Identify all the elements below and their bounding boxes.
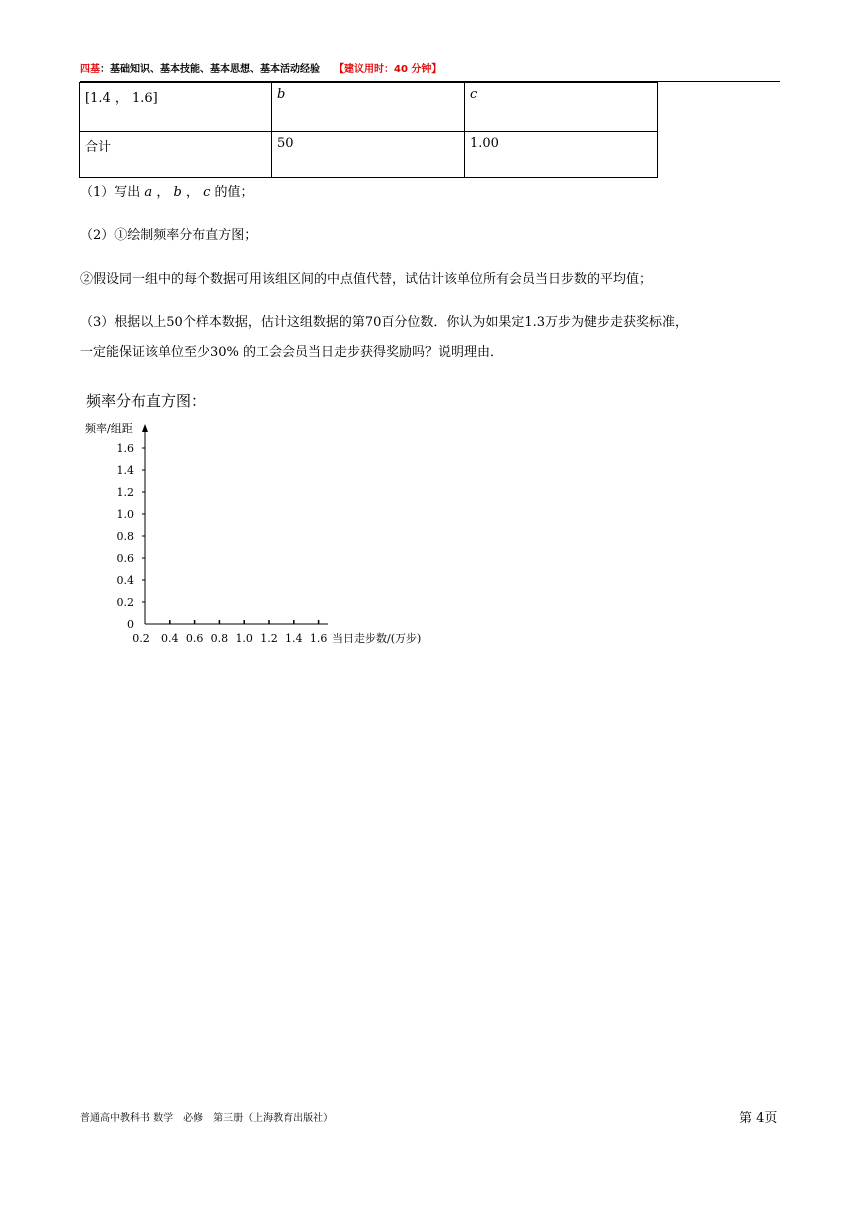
question-1-prefix: （1）写出 [80, 185, 141, 200]
x-tick-label: 0.4 [161, 632, 179, 645]
question-1-sep: ， [156, 185, 170, 200]
y-tick-label: 0.4 [116, 574, 134, 587]
footer-book-title: 普通高中教科书 数学 必修 第三册（上海教育出版社） [80, 1113, 334, 1124]
y-tick-label: 1.2 [116, 486, 134, 499]
table-cell-frequency: c [465, 83, 658, 132]
variable-b: b [173, 185, 182, 200]
y-tick-label: 0 [127, 618, 134, 631]
x-tick-label: 0.6 [185, 632, 204, 645]
question-3-line-1: （3）根据以上50个样本数据，估计这组数据的第70百分位数．你认为如果定1.3万步为健步走获奖标准， [80, 315, 689, 330]
table-cell-range: 合计 [80, 132, 272, 178]
table-cell-frequency: 1.00 [465, 132, 658, 178]
y-tick-label: 0.6 [116, 552, 134, 565]
table-row-total [80, 132, 658, 178]
y-tick-label: 1.6 [116, 442, 134, 455]
x-tick-label: 0.2 [132, 632, 150, 645]
y-tick-label: 1.0 [116, 508, 134, 521]
header-time-hint: 【建议用时：40 分钟】 [334, 64, 442, 75]
header-tag: 四基 [80, 64, 100, 75]
x-tick-label: 1.2 [260, 632, 278, 645]
question-1 [80, 182, 780, 204]
x-tick-label: 1.6 [309, 632, 328, 645]
table-row [80, 83, 658, 132]
x-tick-label: 1.4 [285, 632, 303, 645]
y-tick-label: 0.8 [116, 530, 134, 543]
question-1-sep: ， [185, 185, 199, 200]
question-2-part-2: ②假设同一组中的每个数据可用该组区间的中点值代替，试估计该单位所有会员当日步数的平均值； [80, 272, 653, 287]
question-3-line-2: 一定能保证该单位至少30% 的工会会员当日走步获得奖励吗？说明理由． [80, 345, 504, 360]
question-1-suffix: 的值； [210, 185, 254, 200]
variable-c: c [203, 185, 211, 200]
x-tick-label: 0.8 [210, 632, 229, 645]
page-number: 第 4页 [739, 1111, 778, 1126]
y-tick-label: 1.4 [116, 464, 134, 477]
x-axis-label: 当日走步数/(万步) [332, 632, 422, 645]
frequency-table [79, 82, 658, 178]
table-cell-range: [1.4 ， 1.6] [80, 83, 272, 132]
x-tick-label: 1.0 [235, 632, 253, 645]
y-tick-label: 0.2 [116, 596, 134, 609]
table-cell-count: b [272, 83, 465, 132]
header-topics: ：基础知识、基本技能、基本思想、基本活动经验 [100, 64, 320, 75]
table-cell-count: 50 [272, 132, 465, 178]
y-axis-label: 频率/组距 [85, 422, 133, 435]
histogram-grid [80, 418, 460, 650]
variable-a: a [144, 185, 153, 200]
question-2-part-1: （2）①绘制频率分布直方图； [80, 228, 258, 243]
y-axis-arrow [142, 424, 148, 432]
page-header [80, 63, 780, 77]
chart-title: 频率分布直方图： [86, 392, 207, 410]
